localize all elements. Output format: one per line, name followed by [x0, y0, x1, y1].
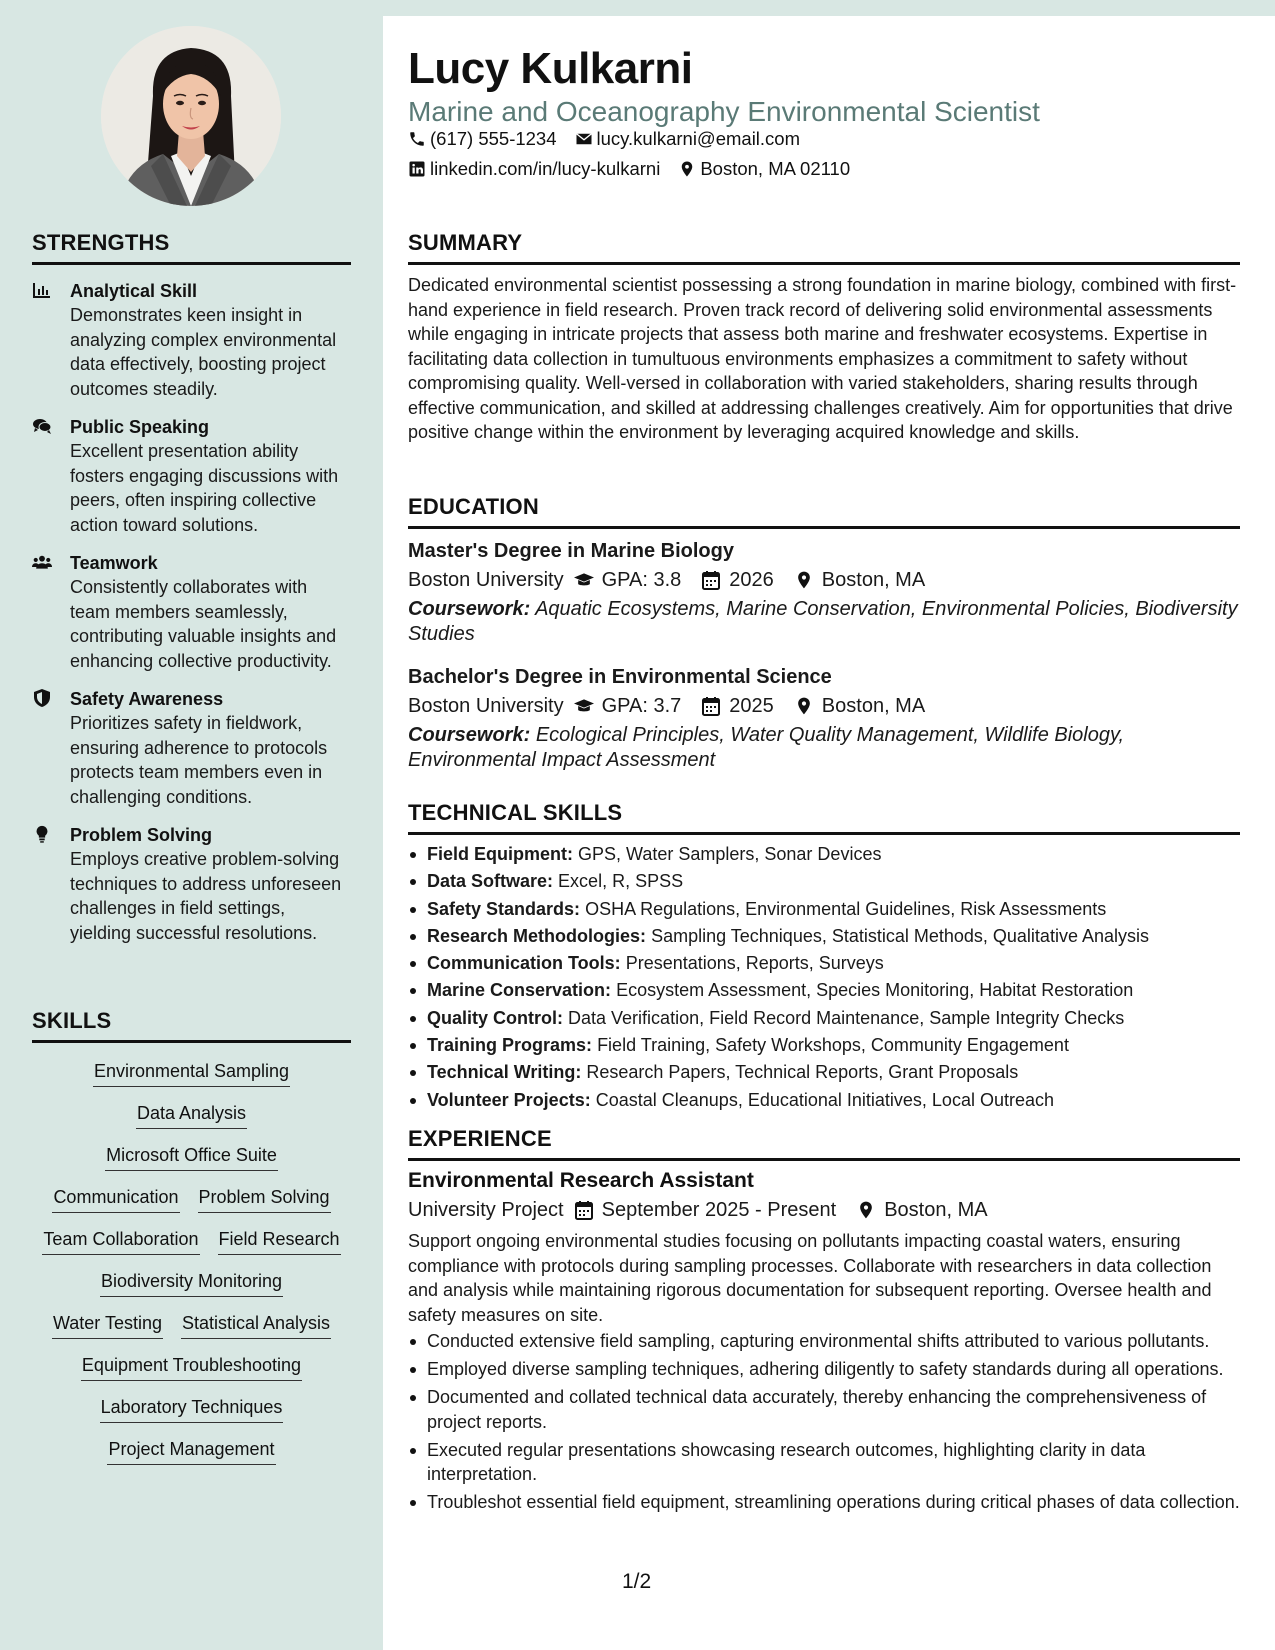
calendar-icon — [701, 696, 721, 716]
grad-year: 2025 — [729, 695, 774, 717]
phone-text: (617) 555-1234 — [430, 128, 557, 149]
degree-title: Bachelor's Degree in Environmental Science — [408, 666, 832, 688]
strength-item — [32, 823, 351, 945]
linkedin-icon — [408, 160, 426, 178]
skill-tag: Communication — [52, 1185, 179, 1213]
education-heading: EDUCATION — [408, 494, 1240, 529]
job-bullet: Troubleshot essential field equipment, streamlining operations during critical phases of data collection. — [408, 1490, 1240, 1515]
map-marker-icon — [856, 1200, 876, 1220]
strength-name: Safety Awareness — [70, 689, 224, 709]
skill-tag: Team Collaboration — [42, 1227, 199, 1255]
gpa-text: GPA: 3.8 — [601, 569, 682, 591]
skills-list — [32, 1059, 351, 1465]
job-bullet: Employed diverse sampling techniques, adhering diligently to safety standards during all operations. — [408, 1357, 1240, 1382]
strength-item — [32, 279, 351, 401]
envelope-icon — [575, 130, 593, 148]
skill-tag: Water Testing — [52, 1311, 163, 1339]
lightbulb-icon — [32, 825, 52, 843]
contact-row-2 — [408, 156, 850, 182]
education-entry — [408, 663, 1240, 773]
tech-skill-item: Marine Conservation: Ecosystem Assessment, Species Monitoring, Habitat Restoration — [408, 977, 1240, 1004]
graduation-cap-icon — [574, 696, 594, 716]
map-marker-icon — [794, 570, 814, 590]
coursework-label: Coursework: — [408, 598, 531, 620]
school-location: Boston, MA — [821, 695, 926, 717]
summary-heading: SUMMARY — [408, 230, 1240, 265]
skill-tag: Project Management — [107, 1437, 275, 1465]
coursework-list: Ecological Principles, Water Quality Management, Wildlife Biology, Environmental Impact Assessment — [408, 724, 1125, 771]
gpa-text: GPA: 3.7 — [601, 695, 682, 717]
bar-chart-icon — [32, 281, 52, 299]
contact-linkedin[interactable] — [408, 156, 660, 182]
skill-tag: Biodiversity Monitoring — [100, 1269, 283, 1297]
map-marker-icon — [794, 696, 814, 716]
map-marker-icon — [678, 160, 696, 178]
contact-phone[interactable] — [408, 126, 557, 152]
skill-tag: Laboratory Techniques — [100, 1395, 284, 1423]
strength-desc: Employs creative problem-solving techniques to address unforeseen challenges in field settings, yielding successful resolutions. — [70, 849, 342, 943]
linkedin-text: linkedin.com/in/lucy-kulkarni — [430, 158, 661, 179]
coursework-list: Aquatic Ecosystems, Marine Conservation, Environmental Policies, Biodiversity Studies — [408, 598, 1238, 645]
tech-skill-item: Communication Tools: Presentations, Reports, Surveys — [408, 950, 1240, 977]
tech-skill-item: Safety Standards: OSHA Regulations, Environmental Guidelines, Risk Assessments — [408, 896, 1240, 923]
location-text: Boston, MA 02110 — [700, 158, 851, 179]
school-name: Boston University — [408, 569, 564, 591]
calendar-icon — [701, 570, 721, 590]
strength-name: Analytical Skill — [70, 281, 198, 301]
summary-text: Dedicated environmental scientist possessing a strong foundation in marine biology, combined with first-hand experience in field research. Proven track record of delivering solid environmental assessments while engaging in intricate projects that assess both marine and freshwater ecosystems. Expertise in facilitating data collection in tumultuous environments emphasizes a commitment to safety without compromising quality. Well-versed in collaboration with varied stakeholders, sharing results through effective communication, and skilled at addressing challenges creatively. Aim for opportunities that drive positive change within the environment by leveraging acquired knowledge and skills. — [408, 275, 1237, 442]
tech-skill-item: Data Software: Excel, R, SPSS — [408, 868, 1240, 895]
candidate-title: Marine and Oceanography Environmental Scientist — [408, 96, 1040, 127]
job-dates: September 2025 - Present — [601, 1199, 837, 1221]
education-entry — [408, 537, 1240, 647]
technical-skills-heading: TECHNICAL SKILLS — [408, 800, 1240, 835]
strengths-section — [32, 230, 351, 945]
job-bullet: Documented and collated technical data accurately, thereby enhancing the comprehensiveness of project reports. — [408, 1385, 1240, 1434]
tech-skill-item: Volunteer Projects: Coastal Cleanups, Educational Initiatives, Local Outreach — [408, 1087, 1240, 1114]
contact-row-1 — [408, 126, 800, 152]
strength-desc: Prioritizes safety in fieldwork, ensuring adherence to protocols protects team members even in challenging conditions. — [70, 713, 328, 807]
job-bullet: Conducted extensive field sampling, capturing environmental shifts attributed to various pollutants. — [408, 1329, 1240, 1354]
skill-tag: Problem Solving — [198, 1185, 331, 1213]
strength-desc: Excellent presentation ability fosters engaging discussions with peers, often inspiring collective action toward solutions. — [70, 441, 339, 535]
strength-item — [32, 551, 351, 673]
degree-meta — [408, 691, 1240, 721]
coursework-label: Coursework: — [408, 724, 531, 746]
skill-tag: Equipment Troubleshooting — [81, 1353, 302, 1381]
summary-section — [408, 230, 1240, 445]
school-name: Boston University — [408, 695, 564, 717]
coursework — [408, 597, 1240, 647]
contact-location — [678, 156, 850, 182]
grad-year: 2026 — [729, 569, 774, 591]
strengths-heading: STRENGTHS — [32, 230, 351, 265]
top-strip — [0, 0, 1275, 16]
shield-icon — [32, 689, 52, 707]
tech-skill-item: Field Equipment: GPS, Water Samplers, Sonar Devices — [408, 841, 1240, 868]
tech-skill-item: Training Programs: Field Training, Safety Workshops, Community Engagement — [408, 1032, 1240, 1059]
page-number: 1/2 — [622, 1570, 652, 1593]
skills-heading: SKILLS — [32, 1008, 351, 1043]
strength-desc: Demonstrates keen insight in analyzing complex environmental data effectively, boosting project outcomes steadily. — [70, 305, 337, 399]
skill-tag: Statistical Analysis — [181, 1311, 331, 1339]
skills-section — [32, 1008, 351, 1465]
strength-item — [32, 415, 351, 537]
strength-name: Public Speaking — [70, 417, 210, 437]
education-section — [408, 494, 1240, 773]
experience-heading: EXPERIENCE — [408, 1126, 1240, 1161]
calendar-icon — [574, 1200, 594, 1220]
job-meta — [408, 1195, 1240, 1225]
degree-meta — [408, 565, 1240, 595]
tech-skill-item: Quality Control: Data Verification, Field Record Maintenance, Sample Integrity Checks — [408, 1005, 1240, 1032]
technical-skills-section — [408, 800, 1240, 1114]
tech-skill-item: Technical Writing: Research Papers, Technical Reports, Grant Proposals — [408, 1059, 1240, 1086]
tech-skill-item: Research Methodologies: Sampling Techniques, Statistical Methods, Qualitative Analysis — [408, 923, 1240, 950]
job-org: University Project — [408, 1199, 564, 1221]
experience-section — [408, 1126, 1240, 1518]
job-title: Environmental Research Assistant — [408, 1169, 754, 1192]
strength-desc: Consistently collaborates with team members seamlessly, contributing valuable insights and enhancing collective productivity. — [70, 577, 337, 671]
strength-name: Teamwork — [70, 553, 158, 573]
job-bullets — [408, 1329, 1240, 1515]
skill-tag: Field Research — [218, 1227, 341, 1255]
email-text: lucy.kulkarni@email.com — [596, 128, 801, 149]
profile-photo — [101, 26, 281, 206]
phone-icon — [408, 130, 426, 148]
comments-icon — [32, 417, 52, 435]
job-summary: Support ongoing environmental studies focusing on pollutants impacting coastal waters, ensuring compliance with protocols during sampling processes. Collaborate with researchers in data collection and analysis while maintaining rigorous documentation for subsequent reporting. Oversee health and safety measures on site. — [408, 1231, 1212, 1325]
degree-title: Master's Degree in Marine Biology — [408, 540, 734, 562]
job-location: Boston, MA — [884, 1199, 988, 1221]
users-icon — [32, 553, 52, 571]
school-location: Boston, MA — [821, 569, 926, 591]
job-bullet: Executed regular presentations showcasing research outcomes, highlighting clarity in data interpretation. — [408, 1438, 1240, 1487]
contact-email[interactable] — [575, 126, 801, 152]
technical-skills-list — [408, 841, 1240, 1114]
graduation-cap-icon — [574, 570, 594, 590]
skill-tag: Microsoft Office Suite — [105, 1143, 278, 1171]
strength-name: Problem Solving — [70, 825, 213, 845]
coursework — [408, 723, 1240, 773]
candidate-name: Lucy Kulkarni — [408, 44, 693, 93]
skill-tag: Data Analysis — [136, 1101, 247, 1129]
skill-tag: Environmental Sampling — [93, 1059, 290, 1087]
strength-item — [32, 687, 351, 809]
